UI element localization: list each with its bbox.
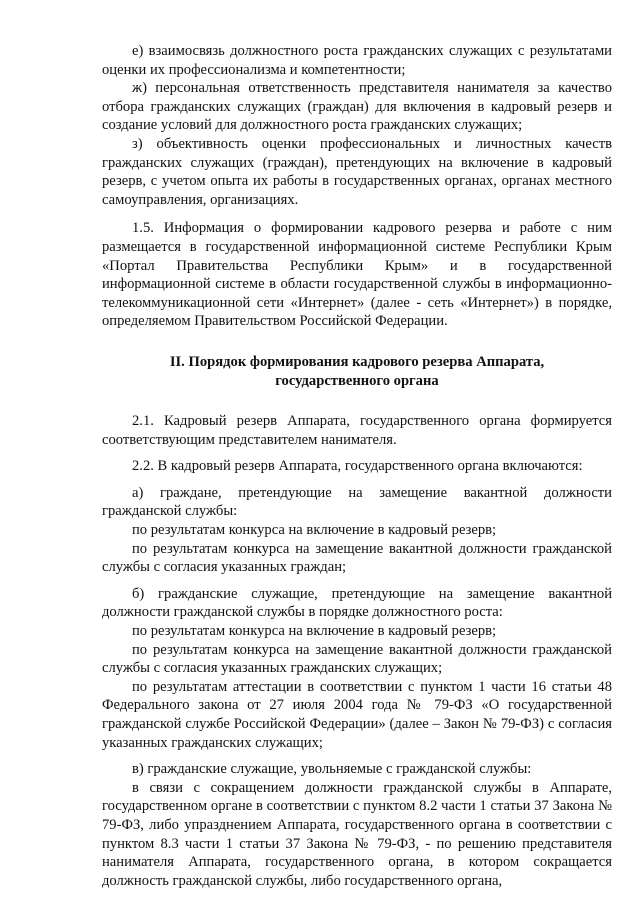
section-2-heading-line1: II. Порядок формирования кадрового резерва Аппарата,	[169, 353, 545, 370]
clause-2-1: 2.1. Кадровый резерв Аппарата, государственного органа формируется соответствующим представителем нанимателя.	[102, 413, 612, 448]
item-a: а) граждане, претендующие на замещение вакантной должности гражданской службы:	[102, 484, 612, 520]
item-a-sub-2: по результатам конкурса на замещение вакантной должности гражданской службы с согласия указанных граждан;	[102, 540, 612, 576]
section-2-heading	[102, 353, 612, 390]
item-b: б) гражданские служащие, претендующие на замещение вакантной должности гражданской службы в порядке должностного роста:	[102, 585, 612, 621]
list-item-z: з) объективность оценки профессиональных и личностных качеств гражданских служащих (граждан), претендующих на включение в кадровый резерв, с учетом опыта их работы в государственных органах, органах местного самоуправления, организациях.	[102, 135, 612, 208]
clause-1-5: 1.5. Информация о формировании кадрового резерва и работе с ним размещается в государственной информационной системе Республики Крым «Портал Правительства Республики Крым» и в государственной информационной системе в области государственной службы в информационно-телекоммуникационной сети «Интернет» (далее - сеть «Интернет») в порядке, определяемом Правительством Российской Федерации.	[102, 220, 612, 330]
item-a-sub-1: по результатам конкурса на включение в кадровый резерв;	[132, 522, 497, 539]
clause-2-2: 2.2. В кадровый резерв Аппарата, государственного органа включаются:	[132, 458, 583, 475]
item-b-sub-3: по результатам аттестации в соответствии с пунктом 1 части 16 статьи 48 Федерального закона от 27 июля 2004 года № 79-ФЗ «О государственной гражданской службе Российской Федерации» (далее – Закон № 79-ФЗ) с согласия указанных гражданских служащих;	[102, 678, 612, 751]
list-item-e: е) взаимосвязь должностного роста гражданских служащих с результатами оценки их профессионализма и компетентности;	[102, 43, 612, 78]
item-b-sub-2: по результатам конкурса на замещение вакантной должности гражданской службы с согласия указанных гражданских служащих;	[102, 641, 612, 677]
item-v-sub-1: в связи с сокращением должности гражданской службы в Аппарате, государственном органе в соответствии с пунктом 8.2 части 1 статьи 37 Закона № 79-ФЗ, либо упразднением Аппарата, государственного органа в соответствии с пунктом 8.3 части 1 статьи 37 Закона № 79-ФЗ, - по решению представителя нанимателя Аппарата, государственного органа, в котором сокращается должность гражданской службы, либо государственного органа,	[102, 779, 612, 889]
section-2-heading-line2: государственного органа	[275, 372, 439, 389]
item-v: в) гражданские служащие, увольняемые с гражданской службы:	[132, 761, 532, 778]
item-b-sub-1: по результатам конкурса на включение в кадровый резерв;	[132, 623, 497, 640]
list-item-zh: ж) персональная ответственность представителя нанимателя за качество отбора гражданских служащих (граждан) для включения в кадровый резерв и создание условий для должностного роста гражданских служащих;	[102, 80, 612, 134]
